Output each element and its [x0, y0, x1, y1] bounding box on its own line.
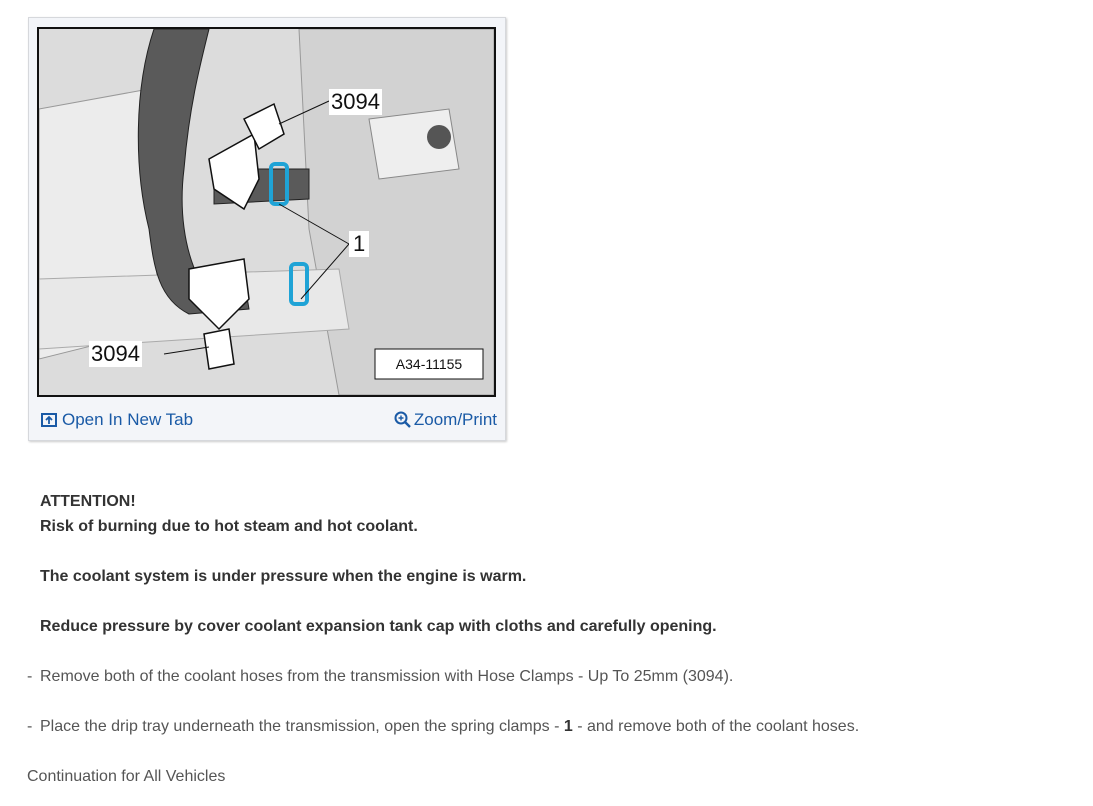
step-2 — [40, 718, 859, 736]
continuation-heading: Continuation for All Vehicles — [27, 768, 226, 785]
figure-id: A34-11155 — [395, 356, 463, 372]
callout-3094-bottom: 3094 — [91, 341, 140, 366]
zoom-in-icon — [394, 411, 412, 429]
open-new-tab-icon — [41, 413, 57, 427]
step-bullet: - — [27, 718, 33, 735]
figure-container — [28, 17, 506, 441]
warning-title: ATTENTION! — [40, 493, 136, 510]
figure-toolbar — [29, 398, 505, 442]
warning-line-1: Risk of burning due to hot steam and hot coolant. — [40, 518, 418, 535]
warning-line-3: Reduce pressure by cover coolant expansion tank cap with cloths and carefully opening. — [40, 618, 717, 635]
warning-line-2: The coolant system is under pressure when the engine is warm. — [40, 568, 527, 585]
open-new-tab-link[interactable] — [41, 410, 193, 430]
transmission-illustration — [37, 27, 496, 397]
callout-1: 1 — [349, 231, 369, 257]
zoom-print-label: Zoom/Print — [413, 410, 497, 429]
open-new-tab-label: Open In New Tab — [62, 410, 194, 429]
step-2-text-end: - and remove both of the coolant hoses. — [572, 718, 860, 735]
zoom-print-link[interactable] — [394, 410, 497, 430]
step-1: Remove both of the coolant hoses from the transmission with Hose Clamps - Up To 25mm (3094). — [40, 668, 734, 685]
step-bullet: - — [27, 668, 33, 685]
step-2-callout: 1 — [563, 718, 573, 735]
callout-3094-top: 3094 — [331, 89, 380, 114]
step-2-text: Place the drip tray underneath the transmission, open the spring clamps - — [40, 718, 564, 735]
